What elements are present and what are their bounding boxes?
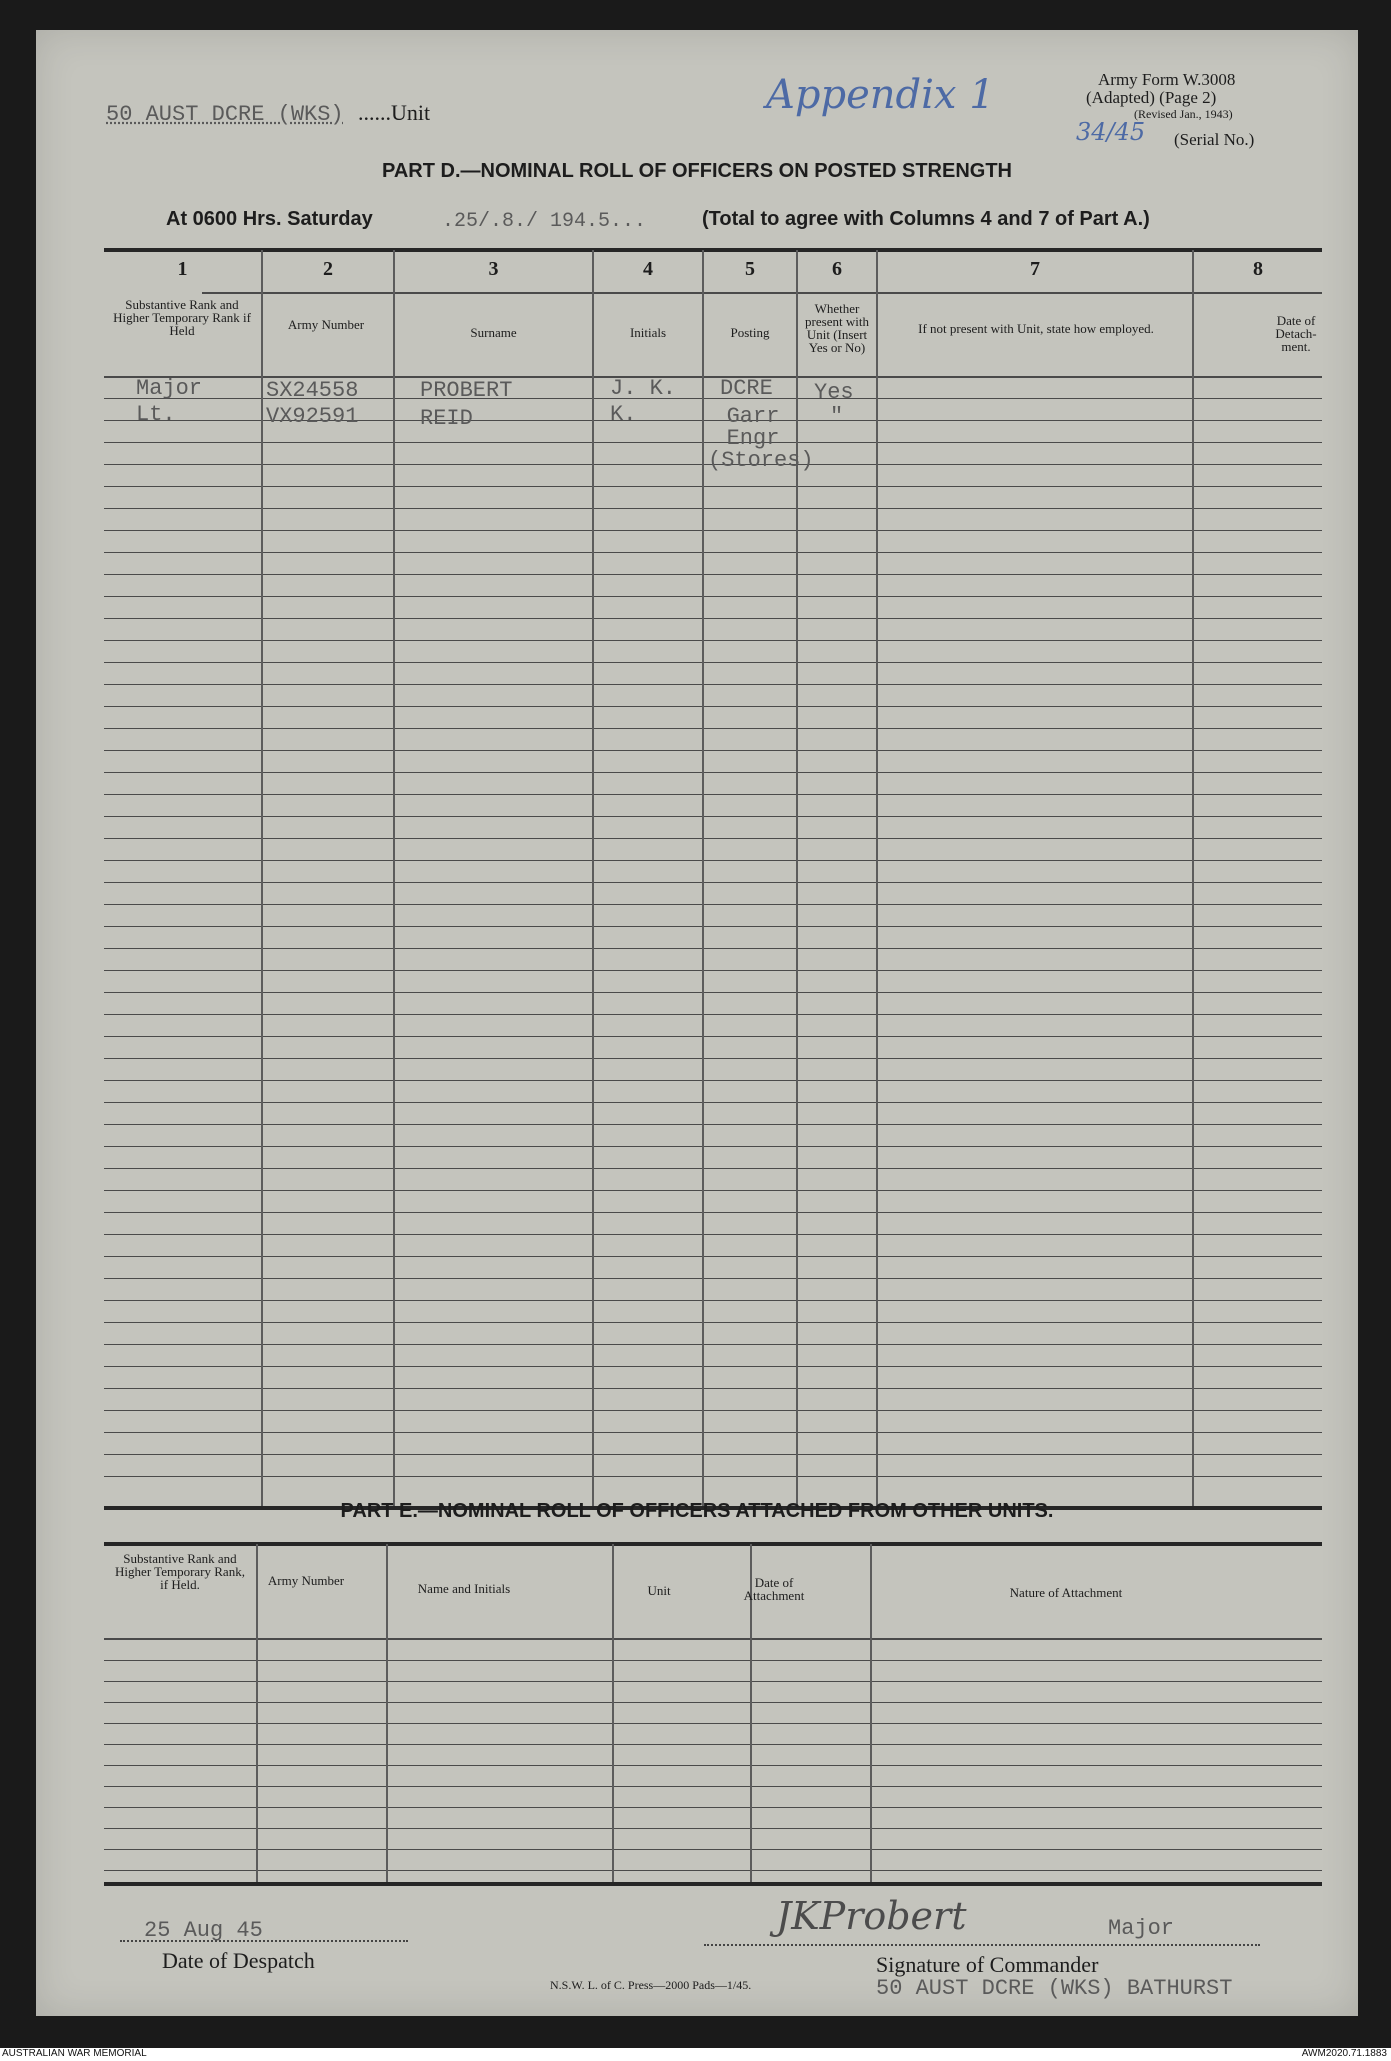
row-rule bbox=[104, 1036, 1322, 1037]
e-row-rule bbox=[104, 1765, 1322, 1766]
row1-surname: PROBERT bbox=[420, 378, 513, 403]
e-row-rule bbox=[104, 1723, 1322, 1724]
row-rule bbox=[104, 1388, 1322, 1389]
serial-label: (Serial No.) bbox=[1174, 130, 1255, 149]
row-rule bbox=[104, 640, 1322, 641]
row-rule bbox=[104, 486, 1322, 487]
col-num-2: 2 bbox=[323, 258, 333, 280]
e-col-head-name: Name and Initials bbox=[417, 1581, 511, 1596]
part-e-top-rule bbox=[104, 1542, 1322, 1546]
col-head-present: Whether present with Unit (Insert Yes or No) bbox=[805, 301, 869, 355]
row2-present: " bbox=[830, 404, 844, 429]
column-rule bbox=[261, 250, 263, 1508]
commander-unit: 50 AUST DCRE (WKS) BATHURST bbox=[876, 1976, 1233, 2001]
e-row-rule bbox=[104, 1828, 1322, 1829]
col-head-posting: Posting bbox=[730, 325, 770, 340]
row-rule bbox=[104, 750, 1322, 751]
row-rule bbox=[104, 816, 1322, 817]
row-rule bbox=[104, 596, 1322, 597]
e-row-rule bbox=[104, 1870, 1322, 1871]
part-e-title: PART E.—NOMINAL ROLL OF OFFICERS ATTACHED FROM OTHER UNITS. bbox=[340, 1500, 1054, 1522]
row-rule bbox=[104, 926, 1322, 927]
row-rule bbox=[104, 1322, 1322, 1323]
column-rule bbox=[592, 250, 594, 1508]
signature-rank: Major bbox=[1108, 1916, 1175, 1941]
row-rule bbox=[104, 860, 1322, 861]
row-rule bbox=[104, 1366, 1322, 1367]
form-page bbox=[36, 30, 1358, 2016]
col-head-initials: Initials bbox=[629, 325, 667, 340]
row-rule bbox=[104, 882, 1322, 883]
column-rule bbox=[702, 250, 704, 1508]
e-row-rule bbox=[104, 1849, 1322, 1850]
row-rule bbox=[104, 992, 1322, 993]
e-row-rule bbox=[104, 1660, 1322, 1661]
row-rule bbox=[104, 1344, 1322, 1345]
row-rule bbox=[104, 1146, 1322, 1147]
unit-label: ......Unit bbox=[358, 100, 431, 125]
despatch-date: 25 Aug 45 bbox=[144, 1918, 263, 1943]
date-value: .25/.8./ 194.5... bbox=[442, 210, 647, 233]
form-adapted: (Adapted) (Page 2) bbox=[1086, 88, 1217, 107]
row-rule bbox=[104, 1058, 1322, 1059]
appendix-annotation: Appendix 1 bbox=[766, 72, 995, 118]
row1-rank: Major bbox=[136, 376, 203, 401]
part-e-header-rule bbox=[104, 1638, 1322, 1640]
col-num-7: 7 bbox=[1030, 258, 1040, 280]
e-col-head-nature: Nature of Attachment bbox=[1009, 1585, 1123, 1600]
row-rule bbox=[104, 838, 1322, 839]
row2-rank: Lt. bbox=[136, 402, 176, 427]
col-num-8: 8 bbox=[1253, 258, 1263, 280]
row-rule bbox=[104, 1014, 1322, 1015]
form-name: Army Form W.3008 bbox=[1098, 70, 1236, 89]
row-rule bbox=[104, 552, 1322, 553]
col-num-4: 4 bbox=[643, 258, 653, 280]
row-rule bbox=[104, 970, 1322, 971]
e-row-rule bbox=[104, 1744, 1322, 1745]
row-rule bbox=[104, 1212, 1322, 1213]
row-rule bbox=[104, 728, 1322, 729]
col-head-rank: Substantive Rank and Higher Temporary Rank if Held bbox=[113, 297, 251, 338]
row1-initials: J. K. bbox=[610, 376, 677, 401]
row-rule bbox=[104, 1300, 1322, 1301]
row-rule bbox=[104, 1278, 1322, 1279]
col-head-army-number: Army Number bbox=[287, 317, 365, 332]
serial-number: 34/45 bbox=[1076, 118, 1146, 146]
col-num-5: 5 bbox=[745, 258, 755, 280]
row-rule bbox=[104, 1102, 1322, 1103]
despatch-date-label: Date of Despatch bbox=[162, 1948, 315, 1973]
unit-name: 50 AUST DCRE (WKS) bbox=[106, 102, 344, 127]
archive-name: AUSTRALIAN WAR MEMORIAL bbox=[2, 2048, 147, 2059]
part-d-title: PART D.—NOMINAL ROLL OF OFFICERS ON POSTED STRENGTH bbox=[381, 160, 1012, 182]
col-head-employed: If not present with Unit, state how employed. bbox=[918, 321, 1154, 336]
signature-line bbox=[704, 1944, 1260, 1946]
e-row-rule bbox=[104, 1681, 1322, 1682]
e-col-head-attachment-date: Date of Attachment bbox=[743, 1575, 805, 1603]
row-rule bbox=[104, 1410, 1322, 1411]
col-num-1: 1 bbox=[177, 258, 188, 280]
row1-present: Yes bbox=[814, 380, 854, 405]
row-rule bbox=[104, 1080, 1322, 1081]
commander-label: Signature of Commander bbox=[876, 1952, 1099, 1977]
row1-posting: DCRE bbox=[720, 376, 773, 401]
row-rule bbox=[104, 706, 1322, 707]
row-rule bbox=[104, 1476, 1322, 1477]
e-row-rule bbox=[104, 1807, 1322, 1808]
row2-posting: Garr Engr (Stores) bbox=[708, 404, 814, 473]
row-rule bbox=[104, 684, 1322, 685]
header-divider bbox=[202, 292, 1322, 294]
e-column-rule bbox=[612, 1544, 614, 1882]
form-revised: (Revised Jan., 1943) bbox=[1134, 107, 1233, 121]
col-head-surname: Surname bbox=[470, 325, 517, 340]
row2-surname: REID bbox=[420, 406, 473, 431]
e-row-rule bbox=[104, 1786, 1322, 1787]
archive-reference: AWM2020.71.1883 bbox=[1301, 2048, 1387, 2059]
date-prefix: At 0600 Hrs. Saturday bbox=[166, 208, 373, 230]
e-col-head-army-number: Army Number bbox=[267, 1573, 345, 1588]
column-rule bbox=[1192, 250, 1194, 1508]
column-rule bbox=[393, 250, 395, 1508]
e-row-rule bbox=[104, 1702, 1322, 1703]
e-col-head-unit: Unit bbox=[647, 1583, 671, 1598]
row-rule bbox=[104, 1256, 1322, 1257]
row-rule bbox=[104, 574, 1322, 575]
row-rule bbox=[104, 662, 1322, 663]
row-rule bbox=[104, 508, 1322, 509]
printer-imprint: N.S.W. L. of C. Press—2000 Pads—1/45. bbox=[550, 1978, 752, 1992]
date-note: (Total to agree with Columns 4 and 7 of Part A.) bbox=[702, 208, 1150, 230]
row-rule bbox=[104, 1454, 1322, 1455]
col-head-detachment: Date of Detach-ment. bbox=[1275, 313, 1317, 354]
row-rule bbox=[104, 1234, 1322, 1235]
col-num-6: 6 bbox=[832, 258, 842, 280]
archive-footer bbox=[0, 2048, 1391, 2061]
row2-initials: K. bbox=[610, 402, 637, 427]
col-num-3: 3 bbox=[488, 258, 499, 280]
e-col-head-rank: Substantive Rank and Higher Temporary Rank, if Held. bbox=[115, 1551, 245, 1592]
row-rule bbox=[104, 1190, 1322, 1191]
part-e-bottom-rule bbox=[104, 1882, 1322, 1886]
row-rule bbox=[104, 1432, 1322, 1433]
row-rule bbox=[104, 904, 1322, 905]
row-rule bbox=[104, 1168, 1322, 1169]
row-rule bbox=[104, 1124, 1322, 1125]
commander-signature: JKProbert bbox=[776, 1894, 967, 1938]
row1-army-number: SX24558 bbox=[266, 378, 359, 403]
row-rule bbox=[104, 794, 1322, 795]
despatch-date-line bbox=[120, 1940, 408, 1942]
row-rule bbox=[104, 530, 1322, 531]
row-rule bbox=[104, 948, 1322, 949]
row-rule bbox=[104, 772, 1322, 773]
row-rule bbox=[104, 618, 1322, 619]
column-rule bbox=[876, 250, 878, 1508]
e-column-rule bbox=[256, 1544, 258, 1882]
row2-army-number: VX92591 bbox=[266, 404, 359, 429]
